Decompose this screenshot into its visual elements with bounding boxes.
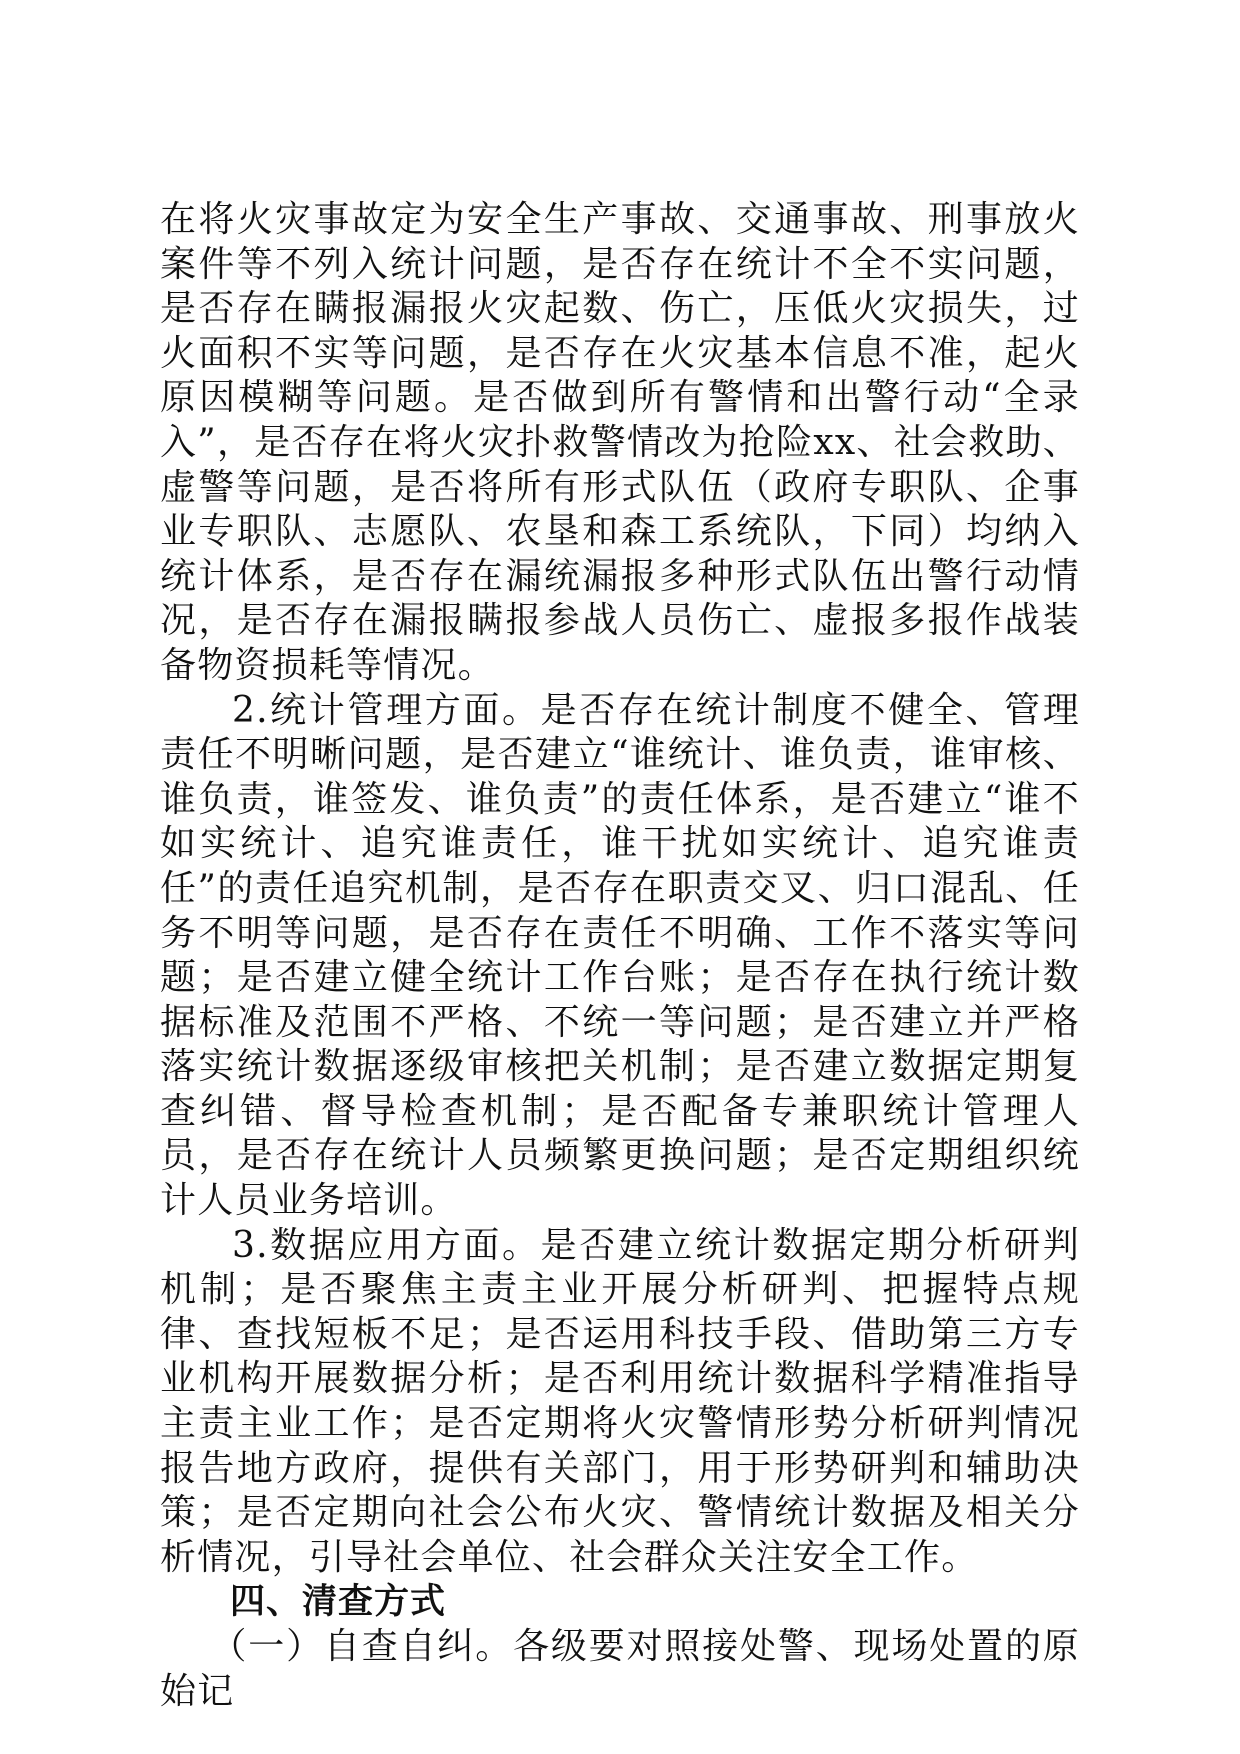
paragraph-data-application: 3.数据应用方面。是否建立统计数据定期分析研判机制；是否聚焦主责主业开展分析研判、把握特点规律、查找短板不足；是否运用科技手段、借助第三方专业机构开展数据分析；是否利用统计数据科学精准指导主责主业工作；是否定期将火灾警情形势分析研判情况报告地方政府，提供有关部门，用于形势研判和辅助决策；是否定期向社会公布火灾、警情统计数据及相关分析情况，引导社会单位、社会群众关注安全工作。	[160, 1224, 1080, 1578]
section-heading: 四、清查方式	[230, 1582, 447, 1623]
document-page	[160, 198, 1080, 1714]
paragraph-statistics-management: 2.统计管理方面。是否存在统计制度不健全、管理责任不明晰问题，是否建立“谁统计、谁负责，谁审核、谁负责，谁签发、谁负责”的责任体系，是否建立“谁不如实统计、追究谁责任，谁干扰如实统计、追究谁责任”的责任追究机制，是否存在职责交叉、归口混乱、任务不明等问题，是否存在责任不明确、工作不落实等问题；是否建立健全统计工作台账；是否存在执行统计数据标准及范围不严格、不统一等问题；是否建立并严格落实统计数据逐级审核把关机制；是否建立数据定期复查纠错、督导检查机制；是否配备专兼职统计管理人员，是否存在统计人员频繁更换问题；是否定期组织统计人员业务培训。	[160, 689, 1080, 1222]
paragraph-continuation: 在将火灾事故定为安全生产事故、交通事故、刑事放火案件等不列入统计问题，是否存在统计不全不实问题，是否存在瞒报漏报火灾起数、伤亡，压低火灾损失，过火面积不实等问题，是否存在火灾基本信息不准，起火原因模糊等问题。是否做到所有警情和出警行动“全录入”，是否存在将火灾扑救警情改为抢险xx、社会救助、虚警等问题，是否将所有形式队伍（政府专职队、企事业专职队、志愿队、农垦和森工系统队，下同）均纳入统计体系，是否存在漏统漏报多种形式队伍出警行动情况，是否存在漏报瞒报参战人员伤亡、虚报多报作战装备物资损耗等情况。	[160, 199, 1080, 686]
subsection-self-check: （一）自查自纠。各级要对照接处警、现场处置的原始记	[160, 1626, 1080, 1712]
